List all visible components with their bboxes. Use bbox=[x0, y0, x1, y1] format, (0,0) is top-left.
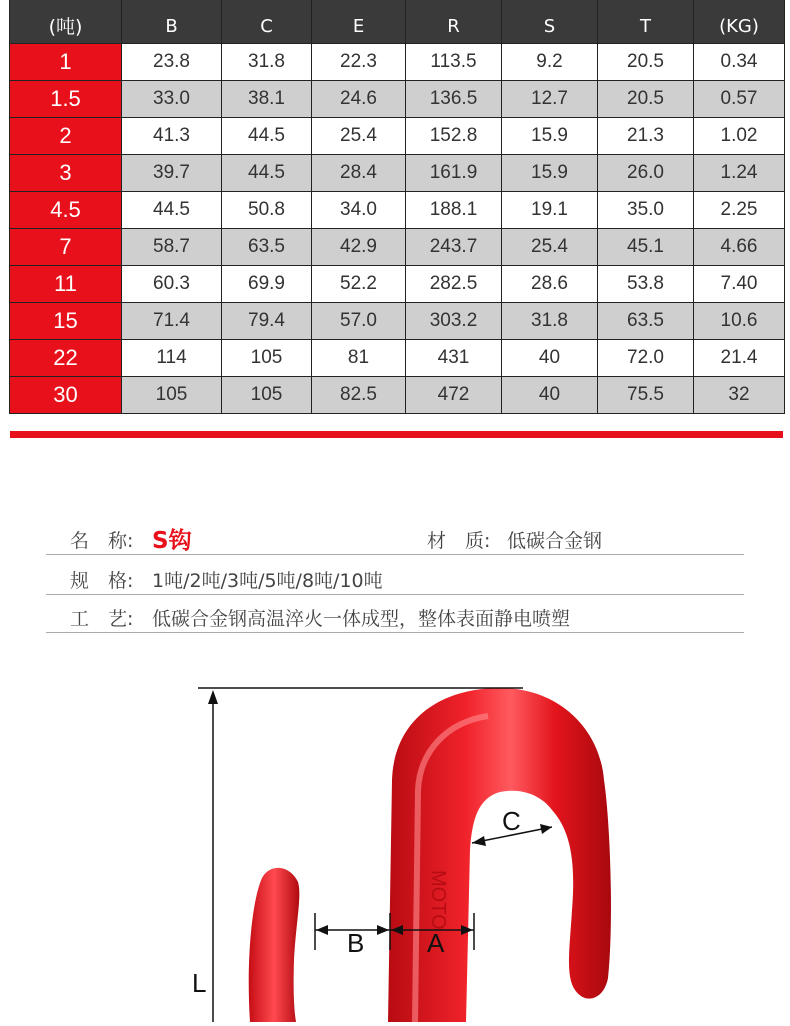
info-row-spec bbox=[46, 560, 744, 595]
value-cell: 431 bbox=[406, 340, 502, 377]
load-cell: 2 bbox=[10, 118, 122, 155]
header-col: R bbox=[406, 0, 502, 44]
value-cell: 0.34 bbox=[694, 44, 785, 81]
value-cell: 44.5 bbox=[122, 192, 222, 229]
header-load: (吨) bbox=[10, 0, 122, 44]
craft-value: 低碳合金钢高温淬火一体成型，整体表面静电喷塑 bbox=[152, 608, 571, 630]
value-cell: 22.3 bbox=[312, 44, 406, 81]
table-row bbox=[10, 229, 785, 266]
name-label: 名 称: bbox=[70, 530, 134, 552]
craft-label: 工 艺: bbox=[70, 608, 134, 630]
header-col: C bbox=[222, 0, 312, 44]
table-row bbox=[10, 303, 785, 340]
spec-value: 1吨/2吨/3吨/5吨/8吨/10吨 bbox=[152, 570, 383, 592]
load-cell: 3 bbox=[10, 155, 122, 192]
value-cell: 105 bbox=[122, 377, 222, 414]
value-cell: 303.2 bbox=[406, 303, 502, 340]
load-cell: 1.5 bbox=[10, 81, 122, 118]
dimension-L-arrow bbox=[208, 690, 218, 704]
value-cell: 243.7 bbox=[406, 229, 502, 266]
value-cell: 81 bbox=[312, 340, 406, 377]
value-cell: 282.5 bbox=[406, 266, 502, 303]
value-cell: 53.8 bbox=[598, 266, 694, 303]
value-cell: 33.0 bbox=[122, 81, 222, 118]
main-hook bbox=[388, 688, 611, 1022]
value-cell: 0.57 bbox=[694, 81, 785, 118]
table-row bbox=[10, 81, 785, 118]
load-cell: 4.5 bbox=[10, 192, 122, 229]
value-cell: 25.4 bbox=[312, 118, 406, 155]
table-row bbox=[10, 266, 785, 303]
value-cell: 35.0 bbox=[598, 192, 694, 229]
load-cell: 7 bbox=[10, 229, 122, 266]
value-cell: 69.9 bbox=[222, 266, 312, 303]
value-cell: 4.66 bbox=[694, 229, 785, 266]
value-cell: 82.5 bbox=[312, 377, 406, 414]
value-cell: 28.4 bbox=[312, 155, 406, 192]
value-cell: 28.6 bbox=[502, 266, 598, 303]
value-cell: 9.2 bbox=[502, 44, 598, 81]
header-col: S bbox=[502, 0, 598, 44]
value-cell: 58.7 bbox=[122, 229, 222, 266]
emboss-text: MOTO bbox=[427, 870, 449, 930]
value-cell: 52.2 bbox=[312, 266, 406, 303]
label-A: A bbox=[427, 928, 445, 958]
value-cell: 26.0 bbox=[598, 155, 694, 192]
value-cell: 34.0 bbox=[312, 192, 406, 229]
value-cell: 44.5 bbox=[222, 155, 312, 192]
load-cell: 22 bbox=[10, 340, 122, 377]
value-cell: 12.7 bbox=[502, 81, 598, 118]
table-row bbox=[10, 44, 785, 81]
value-cell: 25.4 bbox=[502, 229, 598, 266]
hook-diagram bbox=[0, 660, 790, 1022]
value-cell: 114 bbox=[122, 340, 222, 377]
spec-label: 规 格: bbox=[70, 570, 134, 592]
product-name: S钩 bbox=[152, 528, 192, 554]
value-cell: 19.1 bbox=[502, 192, 598, 229]
label-L: L bbox=[192, 968, 207, 998]
load-cell: 15 bbox=[10, 303, 122, 340]
value-cell: 50.8 bbox=[222, 192, 312, 229]
table-row bbox=[10, 192, 785, 229]
value-cell: 32 bbox=[694, 377, 785, 414]
value-cell: 38.1 bbox=[222, 81, 312, 118]
value-cell: 15.9 bbox=[502, 118, 598, 155]
value-cell: 161.9 bbox=[406, 155, 502, 192]
value-cell: 472 bbox=[406, 377, 502, 414]
value-cell: 152.8 bbox=[406, 118, 502, 155]
material-value: 低碳合金钢 bbox=[507, 530, 603, 552]
value-cell: 63.5 bbox=[222, 229, 312, 266]
label-B: B bbox=[347, 928, 365, 958]
value-cell: 2.25 bbox=[694, 192, 785, 229]
value-cell: 40 bbox=[502, 377, 598, 414]
value-cell: 21.3 bbox=[598, 118, 694, 155]
header-col: B bbox=[122, 0, 222, 44]
value-cell: 20.5 bbox=[598, 81, 694, 118]
value-cell: 71.4 bbox=[122, 303, 222, 340]
value-cell: 75.5 bbox=[598, 377, 694, 414]
value-cell: 21.4 bbox=[694, 340, 785, 377]
value-cell: 105 bbox=[222, 340, 312, 377]
value-cell: 57.0 bbox=[312, 303, 406, 340]
value-cell: 1.02 bbox=[694, 118, 785, 155]
header-col: E bbox=[312, 0, 406, 44]
header-col: (KG) bbox=[694, 0, 785, 44]
value-cell: 31.8 bbox=[502, 303, 598, 340]
value-cell: 72.0 bbox=[598, 340, 694, 377]
info-row-name bbox=[46, 520, 744, 555]
value-cell: 15.9 bbox=[502, 155, 598, 192]
value-cell: 7.40 bbox=[694, 266, 785, 303]
value-cell: 41.3 bbox=[122, 118, 222, 155]
value-cell: 105 bbox=[222, 377, 312, 414]
value-cell: 40 bbox=[502, 340, 598, 377]
header-col: T bbox=[598, 0, 694, 44]
table-row bbox=[10, 377, 785, 414]
label-C: C bbox=[502, 806, 521, 836]
value-cell: 23.8 bbox=[122, 44, 222, 81]
table-row bbox=[10, 118, 785, 155]
load-cell: 30 bbox=[10, 377, 122, 414]
value-cell: 136.5 bbox=[406, 81, 502, 118]
spec-table bbox=[9, 0, 785, 414]
value-cell: 1.24 bbox=[694, 155, 785, 192]
value-cell: 39.7 bbox=[122, 155, 222, 192]
value-cell: 42.9 bbox=[312, 229, 406, 266]
value-cell: 188.1 bbox=[406, 192, 502, 229]
value-cell: 60.3 bbox=[122, 266, 222, 303]
material-label: 材 质: bbox=[427, 530, 491, 552]
table-row bbox=[10, 340, 785, 377]
value-cell: 113.5 bbox=[406, 44, 502, 81]
table-row bbox=[10, 155, 785, 192]
value-cell: 24.6 bbox=[312, 81, 406, 118]
divider-bar bbox=[10, 431, 783, 438]
value-cell: 44.5 bbox=[222, 118, 312, 155]
info-row-craft bbox=[46, 598, 744, 633]
load-cell: 11 bbox=[10, 266, 122, 303]
value-cell: 63.5 bbox=[598, 303, 694, 340]
load-cell: 1 bbox=[10, 44, 122, 81]
value-cell: 79.4 bbox=[222, 303, 312, 340]
value-cell: 45.1 bbox=[598, 229, 694, 266]
value-cell: 20.5 bbox=[598, 44, 694, 81]
hook-illustration bbox=[0, 660, 790, 1022]
table-header-row bbox=[10, 0, 785, 44]
lower-hook-tip bbox=[249, 868, 300, 1022]
value-cell: 10.6 bbox=[694, 303, 785, 340]
value-cell: 31.8 bbox=[222, 44, 312, 81]
